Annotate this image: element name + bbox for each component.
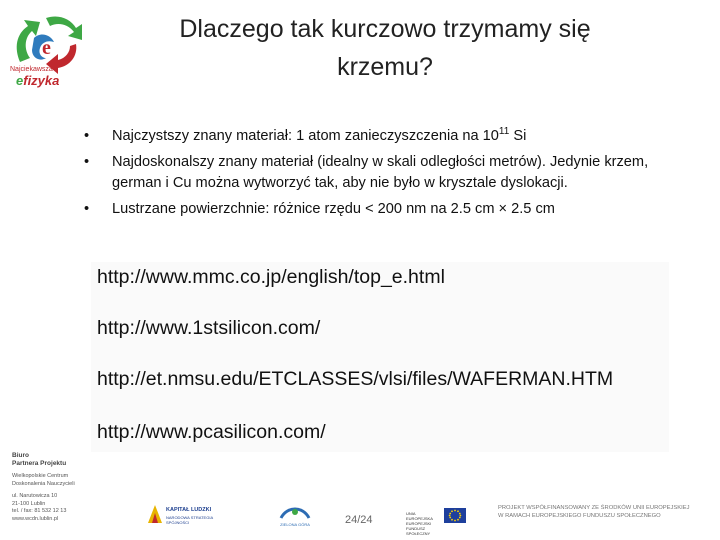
footer-logos: [140, 500, 700, 536]
efs-line-2: W RAMACH EUROPEJSKIEGO FUNDUSZU SPOŁECZNEGO: [498, 513, 661, 519]
svg-text:e: e: [42, 37, 51, 59]
kapital-ludzki-title: KAPITAŁ LUDZKI: [166, 507, 212, 513]
bullet-item: [84, 126, 694, 147]
partner-logo-text: ZIELONA GÓRA: [280, 522, 310, 527]
bullet-item: [84, 152, 694, 194]
office-title-1: Biuro: [12, 452, 29, 459]
bullet-marker: •: [84, 201, 90, 217]
link-pcasilicon[interactable]: http://www.pcasilicon.com/: [97, 421, 326, 443]
bullet-3-text: Lustrzane powierzchnie: różnice rzędu < 200 nm na 2.5 cm × 2.5 cm: [112, 201, 555, 217]
kapital-ludzki-logo: [146, 503, 216, 529]
eu-flag-icon: [444, 508, 466, 523]
office-line-5: tel. / fax: 81 532 12 13: [12, 508, 67, 515]
slide-title-line-2: krzemu?: [337, 53, 433, 81]
partner-logo-icon: [275, 504, 315, 522]
office-title-2: Partnera Projektu: [12, 460, 67, 467]
bullet-marker: •: [84, 154, 90, 170]
eu-logo-text: UNIA EUROPEJSKA EUROPEJSKI FUNDUSZ SPOŁECZNY: [406, 511, 433, 536]
office-line-3: ul. Narutowicza 10: [12, 493, 58, 500]
link-mmc[interactable]: http://www.mmc.co.jp/english/top_e.html: [97, 266, 445, 288]
office-line-4: 21-100 Lublin: [12, 500, 46, 507]
efs-cofinancing-note: [498, 504, 698, 520]
logo-brand: [16, 73, 59, 88]
link-1stsilicon[interactable]: http://www.1stsilicon.com/: [97, 317, 321, 339]
logo-brand-suffix: fizyka: [23, 73, 60, 88]
page-number: 24/24: [345, 514, 373, 526]
partner-office-info: [12, 452, 98, 524]
logo-caption: Najciekawsza: [10, 66, 53, 73]
kapital-ludzki-icon: [146, 503, 164, 525]
bullet-list: [84, 126, 694, 225]
logo-brand-prefix: e: [16, 73, 24, 88]
sidebar: [0, 0, 102, 540]
office-line-1: Wielkopolskie Centrum: [12, 473, 69, 479]
slide-title-line-1: Dlaczego tak kurczowo trzymamy się: [179, 15, 591, 43]
office-line-2: Doskonalenia Nauczycieli: [12, 480, 75, 487]
efs-line-1: PROJEKT WSPÓŁFINANSOWANY ZE ŚRODKÓW UNII EUROPEJSKIEJ: [498, 505, 690, 511]
bullet-2-text: Najdoskonalszy znany materiał (idealny w skali odległości metrów). Jedynie krzem, german i Cu można wytworzyć tak, aby nie było w krysztale dyslokacji.: [112, 154, 649, 191]
kapital-ludzki-sub: NARODOWA STRATEGIA SPÓJNOŚCI: [166, 515, 213, 525]
bullet-1-text: Najczystszy znany materiał: 1 atom zanieczyszczenia na 10: [112, 128, 499, 144]
links-panel: [91, 262, 669, 452]
bullet-1-exponent: 11: [498, 126, 510, 137]
bullet-marker: •: [84, 128, 90, 144]
office-line-6: www.wcdn.lublin.pl: [12, 515, 59, 522]
link-nmsu-waferman[interactable]: http://et.nmsu.edu/ETCLASSES/vlsi/files/WAFERMAN.HTM: [97, 368, 614, 390]
slide-title: [120, 10, 650, 86]
bullet-item: [84, 199, 694, 220]
eu-logo: [406, 508, 466, 536]
partner-logo: [275, 504, 315, 530]
bullet-1-suffix: Si: [509, 128, 527, 144]
